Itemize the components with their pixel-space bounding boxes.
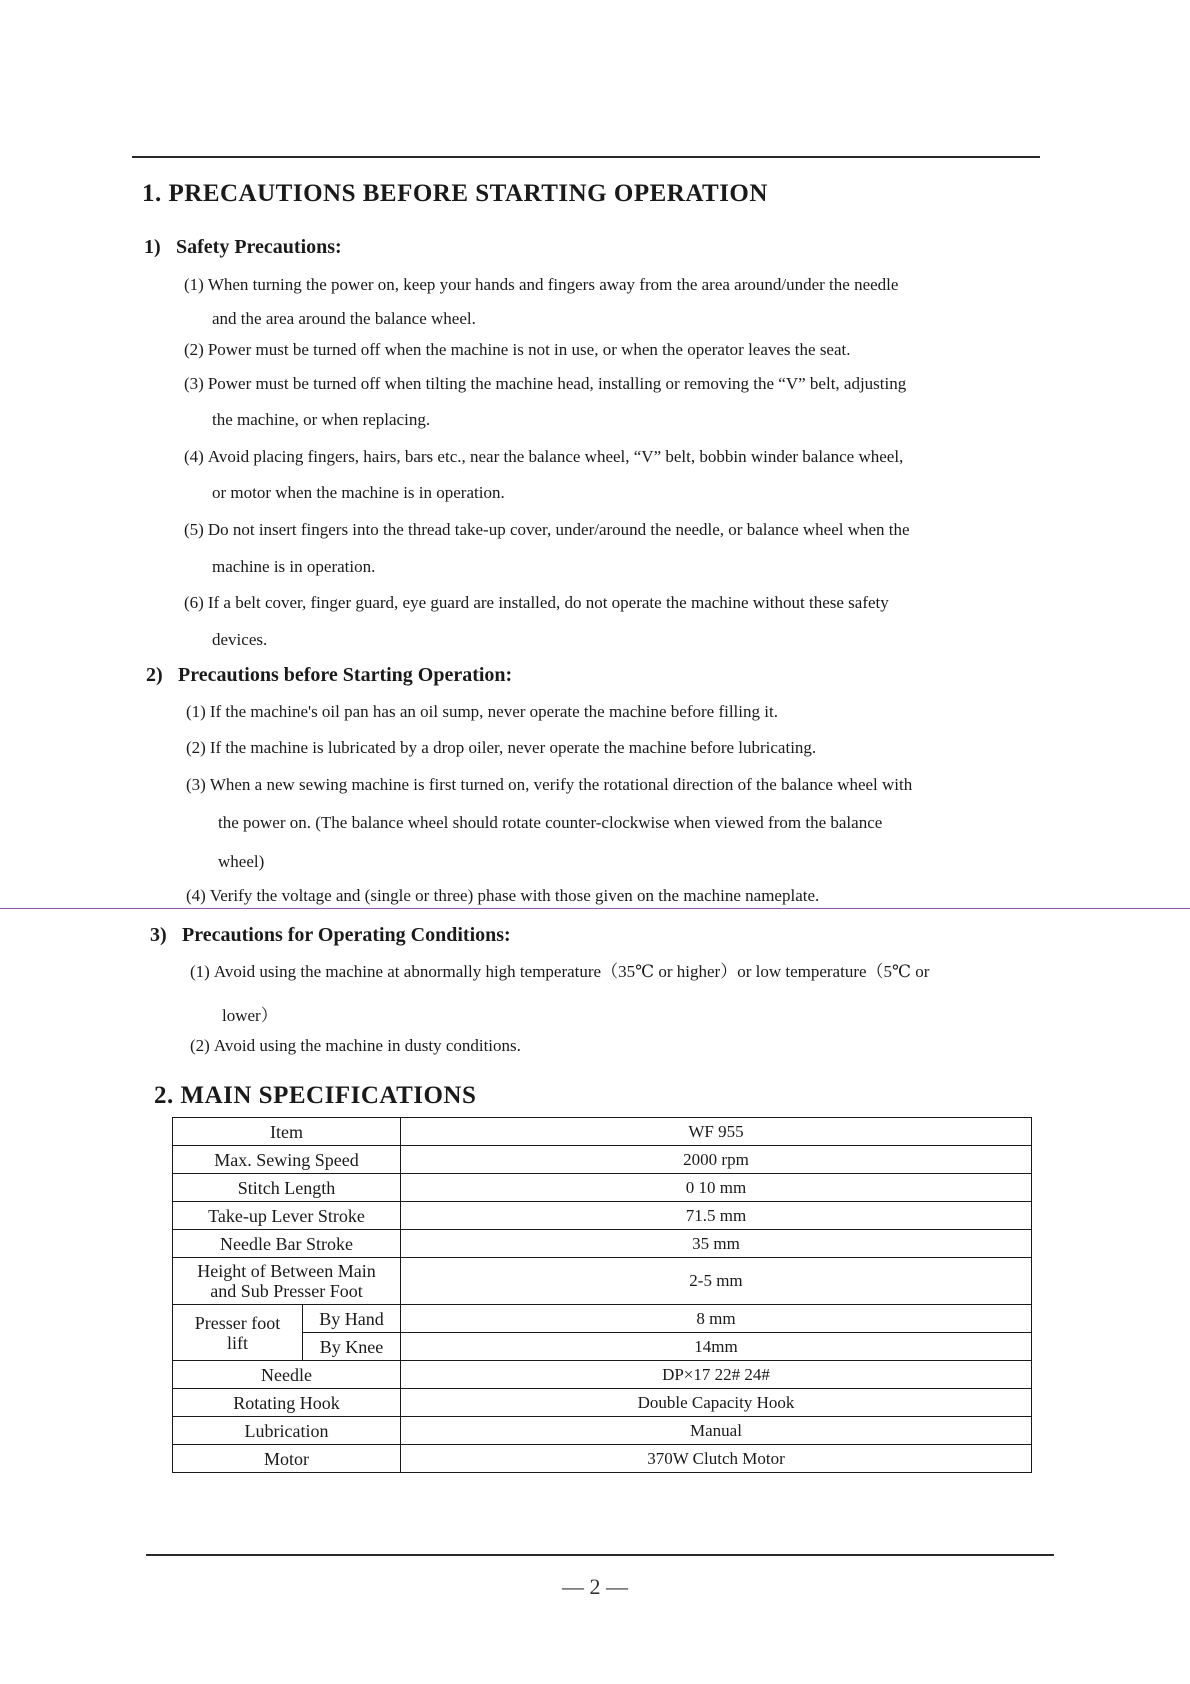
table-row [173, 1417, 1032, 1445]
table-row [173, 1118, 1032, 1146]
table-row [173, 1202, 1032, 1230]
subsection-1-title: Safety Precautions: [176, 236, 342, 258]
table-row [173, 1258, 1032, 1305]
list-item: (3) When a new sewing machine is first turned on, verify the rotational direction of the balance wheel with [186, 775, 913, 794]
scan-artifact-line [0, 908, 1190, 909]
table-row [173, 1361, 1032, 1389]
spec-label: Lubrication [173, 1417, 401, 1445]
subsection-1-heading [144, 236, 342, 259]
spec-value: Manual [400, 1417, 1031, 1445]
spec-label: Needle [173, 1361, 401, 1389]
table-row [173, 1445, 1032, 1473]
table-row [173, 1146, 1032, 1174]
list-item-continuation: and the area around the balance wheel. [212, 309, 476, 328]
table-row [173, 1305, 1032, 1333]
subsection-3-title: Precautions for Operating Conditions: [182, 924, 511, 946]
by-hand-label: By Hand [303, 1305, 401, 1333]
subsection-2-number: 2) [146, 664, 163, 686]
list-item: (1) If the machine's oil pan has an oil sump, never operate the machine before filling it. [186, 702, 778, 721]
subsection-3-number: 3) [150, 924, 167, 946]
presser-foot-lift-label: Presser foot lift [173, 1305, 303, 1361]
list-item-continuation: machine is in operation. [212, 557, 376, 576]
top-rule [132, 156, 1040, 158]
list-item-continuation: devices. [212, 630, 268, 649]
subsection-1-number: 1) [144, 236, 161, 258]
spec-label: Needle Bar Stroke [173, 1230, 401, 1258]
subsection-2-heading [146, 664, 512, 687]
by-knee-label: By Knee [303, 1333, 401, 1361]
spec-label: Take-up Lever Stroke [173, 1202, 401, 1230]
specifications-table [172, 1117, 1032, 1473]
list-item: (5) Do not insert fingers into the thread take-up cover, under/around the needle, or balance wheel when the [184, 520, 910, 539]
page-number: — 2 — [562, 1574, 628, 1599]
list-item: (2) Power must be turned off when the machine is not in use, or when the operator leaves the seat. [184, 340, 851, 359]
model-header: WF 955 [400, 1118, 1031, 1146]
spec-value: DP×17 22# 24# [400, 1361, 1031, 1389]
item-header: Item [173, 1118, 401, 1146]
list-item-continuation: the machine, or when replacing. [212, 410, 431, 429]
list-item-continuation: or motor when the machine is in operation. [212, 483, 505, 502]
list-item-continuation: wheel) [218, 852, 265, 871]
spec-label: Motor [173, 1445, 401, 1473]
section-1-title: 1. PRECAUTIONS BEFORE STARTING OPERATION [142, 180, 768, 207]
bottom-rule [146, 1554, 1054, 1556]
spec-value: 2000 rpm [400, 1146, 1031, 1174]
spec-value: 2-5 mm [400, 1258, 1031, 1305]
spec-label: Rotating Hook [173, 1389, 401, 1417]
list-item: (4) Avoid placing fingers, hairs, bars etc., near the balance wheel, “V” belt, bobbin winder balance wheel, [184, 447, 904, 466]
list-item: (6) If a belt cover, finger guard, eye guard are installed, do not operate the machine without these safety [184, 593, 889, 612]
table-row [173, 1174, 1032, 1202]
table-row [173, 1230, 1032, 1258]
by-knee-value: 14mm [400, 1333, 1031, 1361]
by-hand-value: 8 mm [400, 1305, 1031, 1333]
list-item-continuation: lower） [222, 1006, 278, 1025]
subsection-2-title: Precautions before Starting Operation: [178, 664, 513, 686]
spec-label: Max. Sewing Speed [173, 1146, 401, 1174]
spec-value: 370W Clutch Motor [400, 1445, 1031, 1473]
list-item: (1) Avoid using the machine at abnormally high temperature（35℃ or higher）or low temperature（5℃ or [190, 962, 930, 981]
spec-value: 0 10 mm [400, 1174, 1031, 1202]
spec-label: Height of Between Main and Sub Presser Foot [173, 1258, 401, 1305]
list-item: (2) Avoid using the machine in dusty conditions. [190, 1036, 521, 1055]
spec-value: Double Capacity Hook [400, 1389, 1031, 1417]
list-item: (1) When turning the power on, keep your hands and fingers away from the area around/under the needle [184, 275, 899, 294]
spec-value: 71.5 mm [400, 1202, 1031, 1230]
table-row [173, 1389, 1032, 1417]
section-2-title: 2. MAIN SPECIFICATIONS [154, 1082, 477, 1109]
list-item: (3) Power must be turned off when tilting the machine head, installing or removing the “V” belt, adjusting [184, 374, 907, 393]
subsection-3-heading [150, 924, 511, 947]
spec-value: 35 mm [400, 1230, 1031, 1258]
list-item-continuation: the power on. (The balance wheel should rotate counter-clockwise when viewed from the balance [218, 813, 883, 832]
list-item: (4) Verify the voltage and (single or three) phase with those given on the machine nameplate. [186, 886, 820, 905]
spec-label: Stitch Length [173, 1174, 401, 1202]
list-item: (2) If the machine is lubricated by a drop oiler, never operate the machine before lubricating. [186, 738, 817, 757]
